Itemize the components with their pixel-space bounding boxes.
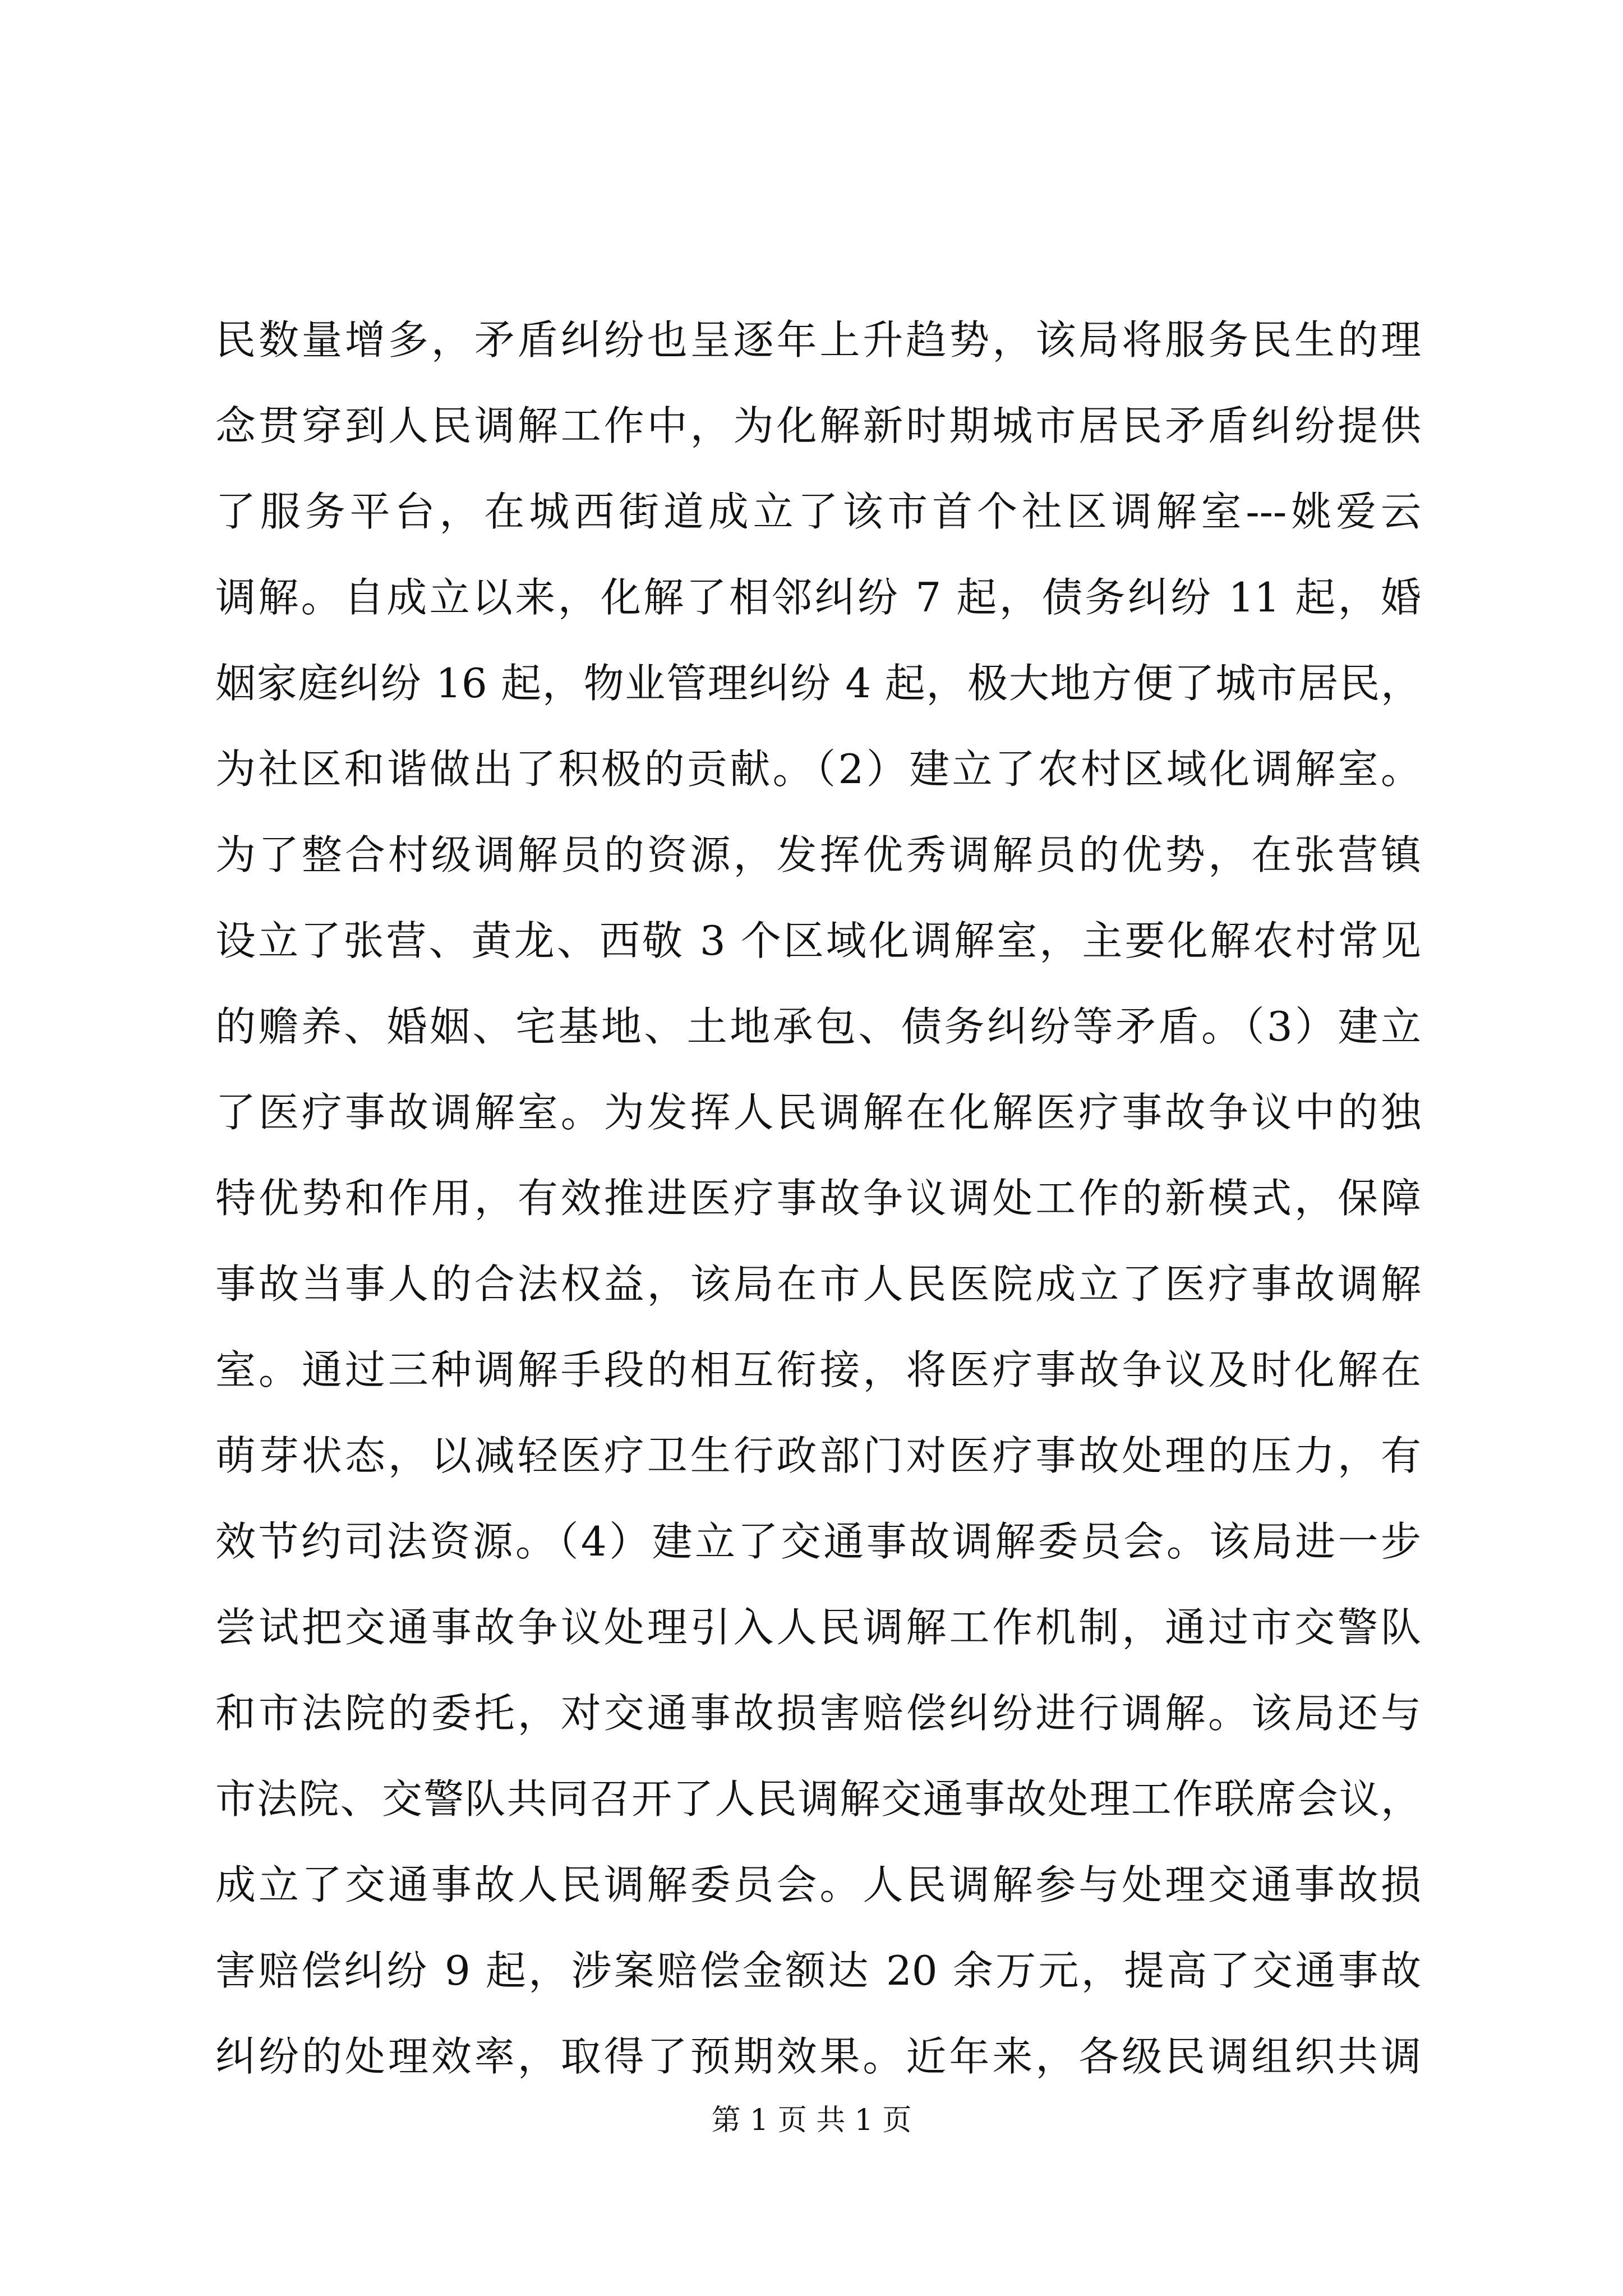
text-line: 室。通过三种调解手段的相互衔接，将医疗事故争议及时化解在 [215, 1346, 1421, 1393]
text-line: 事故当事人的合法权益，该局在市人民医院成立了医疗事故调解 [215, 1260, 1421, 1308]
text-line: 尝试把交通事故争议处理引入人民调解工作机制，通过市交警队 [215, 1604, 1421, 1651]
text-line: 了服务平台，在城西街道成立了该市首个社区调解室---姚爱云 [215, 488, 1421, 535]
text-line: 的赡养、婚姻、宅基地、土地承包、债务纠纷等矛盾。（3）建立 [215, 1003, 1421, 1050]
text-line: 市法院、交警队共同召开了人民调解交通事故处理工作联席会议， [215, 1775, 1421, 1823]
text-line: 民数量增多，矛盾纠纷也呈逐年上升趋势，该局将服务民生的理 [215, 316, 1421, 364]
text-line: 和市法院的委托，对交通事故损害赔偿纠纷进行调解。该局还与 [215, 1690, 1421, 1737]
text-line: 了医疗事故调解室。为发挥人民调解在化解医疗事故争议中的独 [215, 1089, 1421, 1136]
text-line: 为了整合村级调解员的资源，发挥优秀调解员的优势，在张营镇 [215, 831, 1421, 878]
page-footer [0, 2101, 1623, 2140]
text-line: 效节约司法资源。（4）建立了交通事故调解委员会。该局进一步 [215, 1518, 1421, 1565]
text-line: 害赔偿纠纷 9 起，涉案赔偿金额达 20 余万元，提高了交通事故 [215, 1947, 1421, 1994]
text-line: 萌芽状态，以减轻医疗卫生行政部门对医疗事故处理的压力，有 [215, 1432, 1421, 1479]
text-line: 设立了张营、黄龙、西敬 3 个区域化调解室，主要化解农村常见 [215, 917, 1421, 964]
text-line: 为社区和谐做出了积极的贡献。（2）建立了农村区域化调解室。 [215, 746, 1421, 793]
text-line: 调解。自成立以来，化解了相邻纠纷 7 起，债务纠纷 11 起，婚 [215, 574, 1421, 621]
body-text [215, 297, 1421, 2100]
text-line: 念贯穿到人民调解工作中，为化解新时期城市居民矛盾纠纷提供 [215, 402, 1421, 449]
text-line: 成立了交通事故人民调解委员会。人民调解参与处理交通事故损 [215, 1861, 1421, 1908]
text-line: 姻家庭纠纷 16 起，物业管理纠纷 4 起，极大地方便了城市居民， [215, 660, 1421, 707]
text-line: 纠纷的处理效率，取得了预期效果。近年来，各级民调组织共调 [215, 2033, 1421, 2080]
page-number-label: 第 1 页 共 1 页 [711, 2104, 912, 2137]
text-line: 特优势和作用，有效推进医疗事故争议调处工作的新模式，保障 [215, 1175, 1421, 1222]
